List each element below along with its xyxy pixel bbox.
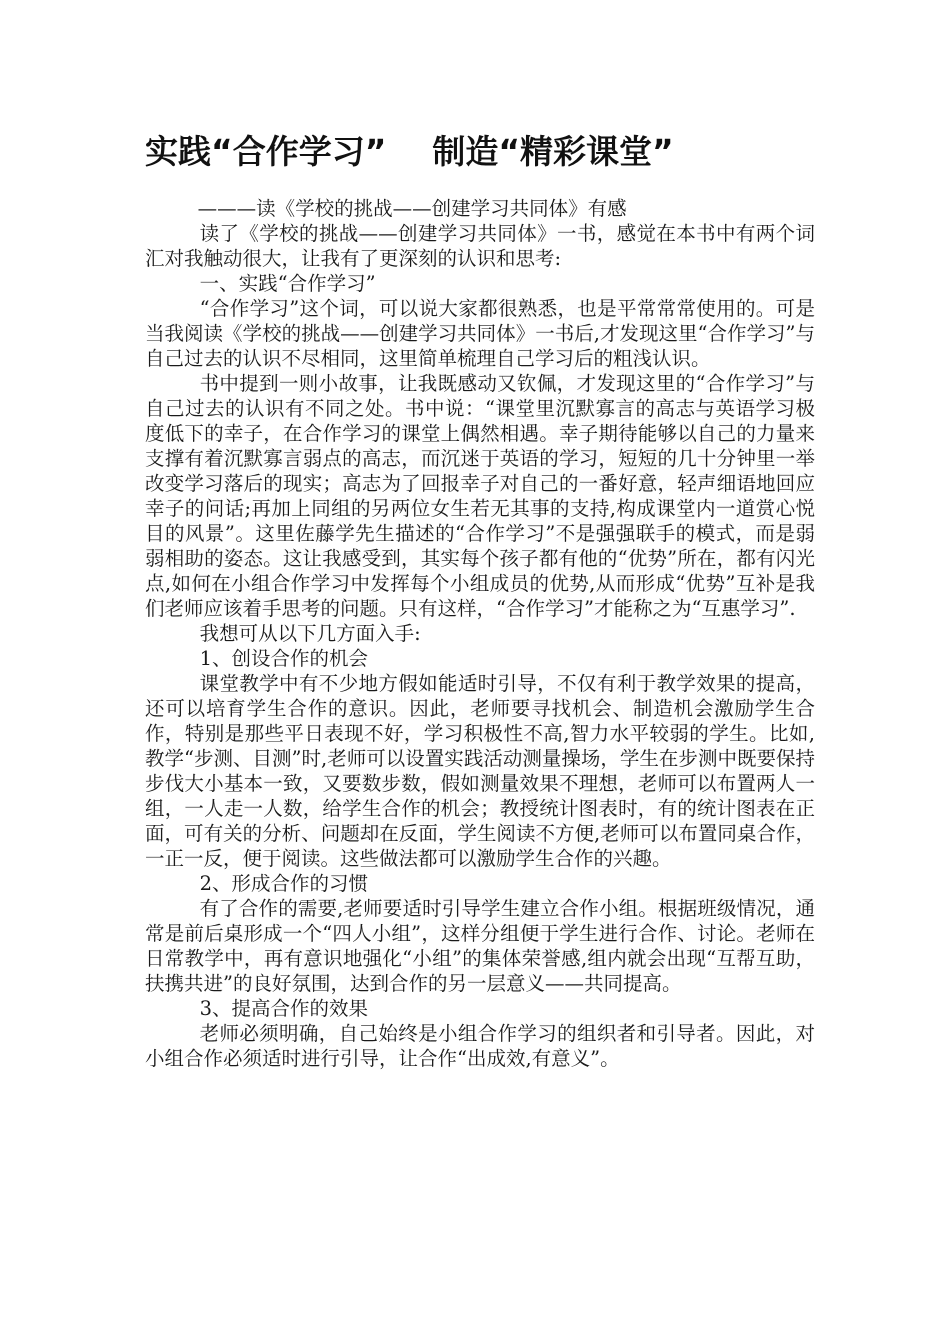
paragraph-story: 书中提到一则小故事，让我既感动又钦佩，才发现这里的“合作学习”与自己过去的认识有不同之处。书中说：“课堂里沉默寡言的高志与英语学习极度低下的幸子，在合作学习的课堂上偶然相遇。幸子期待能够以自己的力量来支撑有着沉默寡言弱点的高志，而沉迷于英语的学习，短短的几十分钟里一举改变学习落后的现实；高志为了回报幸子对自己的一番好意，轻声细语地回应幸子的问话;再加上同组的另两位女生若无其事的支持,构成课堂内一道赏心悦目的风景”。这里佐藤学先生描述的“合作学习”不是强强联手的模式，而是弱弱相助的姿态。这让我感受到，其实每个孩子都有他的“优势”所在，都有闪光点,如何在小组合作学习中发挥每个小组成员的优势,从而形成“优势”互补是我们老师应该着手思考的问题。只有这样，“合作学习”才能称之为“互惠学习”. bbox=[145, 372, 815, 620]
section-heading-1: 一、实践“合作学习” bbox=[199, 272, 376, 295]
document-subtitle: ———读《学校的挑战——创建学习共同体》有感 bbox=[197, 197, 627, 220]
subheading-2: 2、形成合作的习惯 bbox=[199, 872, 369, 895]
document-body bbox=[145, 196, 815, 1071]
subheading-3: 3、提高合作的效果 bbox=[199, 997, 369, 1020]
paragraph-habit: 有了合作的需要,老师要适时引导学生建立合作小组。根据班级情况，通常是前后桌形成一个“四人小组”，这样分组便于学生进行合作、讨论。老师在日常教学中，再有意识地强化“小组”的集体荣誉感,组内就会出现“互帮互助，扶携共进”的良好氛围，达到合作的另一层意义——共同提高。 bbox=[145, 897, 815, 995]
document-title: 实践“合作学习” 制造“精彩课堂” bbox=[145, 132, 674, 171]
subheading-1: 1、创设合作的机会 bbox=[199, 647, 369, 670]
paragraph-cooperative-learning: “合作学习”这个词，可以说大家都很熟悉，也是平常常常使用的。可是当我阅读《学校的挑战——创建学习共同体》一书后,才发现这里“合作学习”与自己过去的认识不尽相同，这里简单梳理自己学习后的粗浅认识。 bbox=[145, 297, 815, 370]
paragraph-effect: 老师必须明确，自己始终是小组合作学习的组织者和引导者。因此，对小组合作必须适时进行引导，让合作“出成效,有意义”。 bbox=[145, 1022, 815, 1070]
paragraph-opportunity: 课堂教学中有不少地方假如能适时引导，不仅有利于教学效果的提高，还可以培育学生合作的意识。因此，老师要寻找机会、制造机会激励学生合作，特别是那些平日表现不好，学习积极性不高,智力水平较弱的学生。比如,教学“步测、目测”时,老师可以设置实践活动测量操场，学生在步测中既要保持步伐大小基本一致，又要数步数，假如测量效果不理想，老师可以布置两人一组，一人走一人数，给学生合作的机会；教授统计图表时，有的统计图表在正面，可有关的分析、问题却在反面，学生阅读不方便,老师可以布置同桌合作，一正一反，便于阅读。这些做法都可以激励学生合作的兴趣。 bbox=[145, 672, 815, 870]
paragraph-intro: 读了《学校的挑战——创建学习共同体》一书，感觉在本书中有两个词汇对我触动很大，让我有了更深刻的认识和思考: bbox=[145, 222, 815, 270]
paragraph-approach: 我想可从以下几方面入手: bbox=[199, 622, 421, 645]
